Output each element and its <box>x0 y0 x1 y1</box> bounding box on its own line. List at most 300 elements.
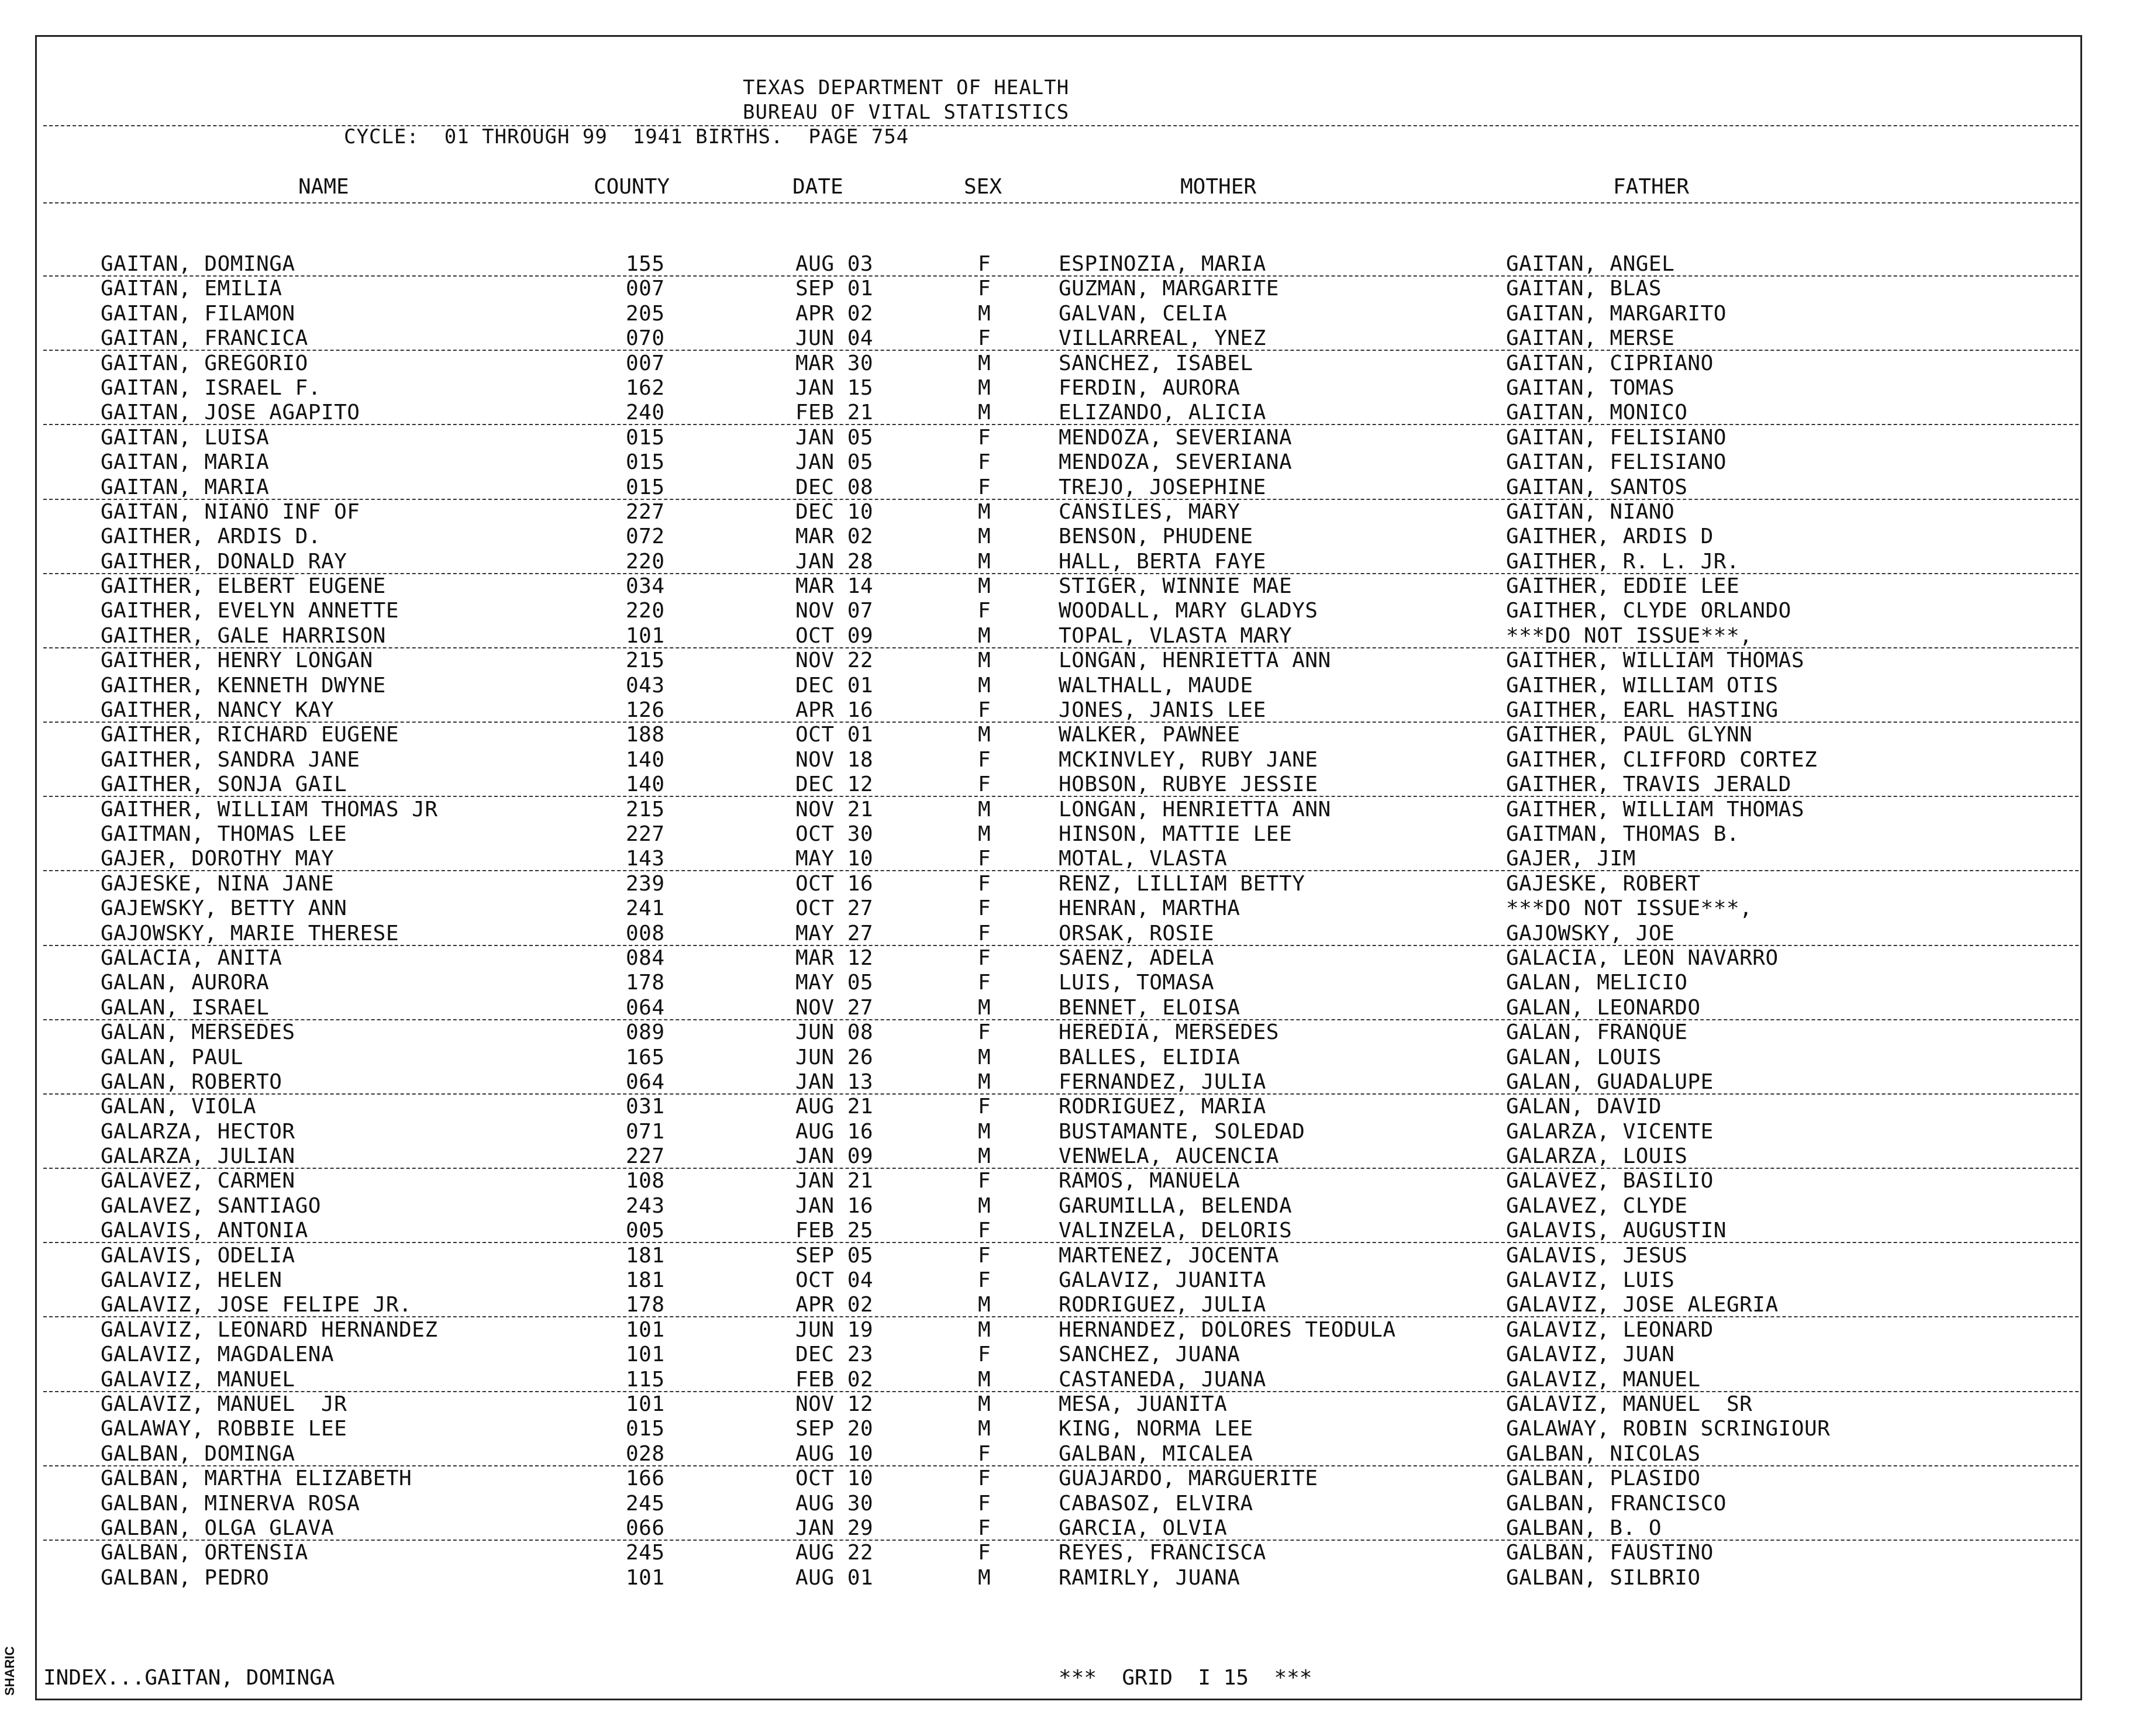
row-sex: M <box>978 375 991 400</box>
table-row <box>0 648 2133 672</box>
row-father: GAITMAN, THOMAS B. <box>1506 822 1740 846</box>
column-header-date: DATE <box>792 175 843 199</box>
row-county: 064 <box>626 1069 665 1094</box>
row-father: GALAWAY, ROBIN SCRINGIOUR <box>1506 1417 1831 1441</box>
row-sex: M <box>978 524 991 549</box>
row-father: GALBAN, FAUSTINO <box>1506 1541 1714 1565</box>
table-row <box>0 1045 2133 1069</box>
row-sex: M <box>978 1417 991 1441</box>
table-row <box>0 1119 2133 1144</box>
row-father: GALBAN, FRANCISCO <box>1506 1491 1727 1516</box>
row-name: GAITAN, EMILIA <box>101 277 282 301</box>
row-sex: F <box>978 1169 991 1193</box>
row-name: GALACIA, ANITA <box>101 945 282 970</box>
row-county: 070 <box>626 326 665 351</box>
row-county: 043 <box>626 673 665 698</box>
row-name: GAITHER, NANCY KAY <box>101 698 335 723</box>
row-date: FEB 02 <box>795 1367 874 1392</box>
table-row <box>0 1392 2133 1416</box>
header-divider <box>43 125 2079 126</box>
row-name: GAITHER, SANDRA JANE <box>101 747 360 772</box>
row-date: APR 02 <box>795 1293 874 1317</box>
row-county: 227 <box>626 499 665 524</box>
column-header-divider <box>43 202 2079 203</box>
column-header-sex: SEX <box>964 175 1002 199</box>
row-name: GALBAN, DOMINGA <box>101 1441 295 1466</box>
row-mother: HOBSON, RUBYE JESSIE <box>1059 772 1318 797</box>
row-father: GALARZA, VICENTE <box>1506 1119 1714 1144</box>
table-row <box>0 1416 2133 1441</box>
table-row <box>0 698 2133 722</box>
row-sex: F <box>978 1342 991 1367</box>
row-date: APR 16 <box>795 698 874 723</box>
row-sex: F <box>978 871 991 896</box>
row-sex: F <box>978 1516 991 1540</box>
row-father: GAITHER, PAUL GLYNN <box>1506 723 1753 747</box>
table-row <box>0 301 2133 326</box>
row-mother: FERNANDEZ, JULIA <box>1059 1069 1266 1094</box>
row-sex: M <box>978 1045 991 1069</box>
row-date: AUG 10 <box>795 1441 874 1466</box>
row-date: AUG 22 <box>795 1541 874 1565</box>
row-name: GALAN, VIOLA <box>101 1095 257 1119</box>
row-father: GALBAN, NICOLAS <box>1506 1441 1701 1466</box>
row-father: GALAVEZ, CLYDE <box>1506 1193 1688 1218</box>
row-name: GAJESKE, NINA JANE <box>101 871 335 896</box>
row-name: GALAN, ROBERTO <box>101 1069 282 1094</box>
row-sex: M <box>978 822 991 846</box>
row-father: GAITAN, TOMAS <box>1506 375 1675 400</box>
row-mother: JONES, JANIS LEE <box>1059 698 1266 723</box>
table-row <box>0 475 2133 499</box>
birth-records-table <box>0 251 2133 1590</box>
row-date: MAY 10 <box>795 847 874 871</box>
row-mother: GALBAN, MICALEA <box>1059 1441 1253 1466</box>
table-row <box>0 1168 2133 1193</box>
table-row <box>0 772 2133 796</box>
row-name: GAITAN, LUISA <box>101 425 270 450</box>
row-county: 028 <box>626 1441 665 1466</box>
row-mother: VILLARREAL, YNEZ <box>1059 326 1266 351</box>
row-father: GAITHER, EDDIE LEE <box>1506 574 1740 599</box>
row-father: GALAVIZ, LUIS <box>1506 1268 1675 1293</box>
table-row <box>0 970 2133 995</box>
row-date: AUG 16 <box>795 1119 874 1144</box>
row-mother: VENWELA, AUCENCIA <box>1059 1144 1279 1169</box>
row-father: ***DO NOT ISSUE***, <box>1506 896 1753 921</box>
row-name: GALBAN, ORTENSIA <box>101 1541 308 1565</box>
row-mother: SANCHEZ, JUANA <box>1059 1342 1240 1367</box>
table-row <box>0 1069 2133 1094</box>
row-name: GAITAN, GREGORIO <box>101 351 308 375</box>
row-sex: M <box>978 1317 991 1342</box>
row-father: GAITAN, MERSE <box>1506 326 1675 351</box>
row-date: JUN 08 <box>795 1020 874 1045</box>
row-mother: HERNANDEZ, DOLORES TEODULA <box>1059 1317 1396 1342</box>
column-header-mother: MOTHER <box>1180 175 1257 199</box>
row-date: MAR 12 <box>795 945 874 970</box>
row-sex: M <box>978 549 991 574</box>
column-header-county: COUNTY <box>594 175 670 199</box>
department-title: TEXAS DEPARTMENT OF HEALTH <box>743 76 1070 99</box>
row-mother: SANCHEZ, ISABEL <box>1059 351 1253 375</box>
row-date: JAN 16 <box>795 1193 874 1218</box>
row-date: FEB 21 <box>795 401 874 425</box>
index-footer: INDEX...GAITAN, DOMINGA <box>43 1666 335 1690</box>
row-date: JAN 05 <box>795 425 874 450</box>
row-county: 101 <box>626 1565 665 1590</box>
table-row <box>0 797 2133 822</box>
row-date: JAN 28 <box>795 549 874 574</box>
row-county: 101 <box>626 1392 665 1416</box>
table-row <box>0 524 2133 548</box>
row-county: 188 <box>626 723 665 747</box>
row-name: GALAVEZ, SANTIAGO <box>101 1193 321 1218</box>
table-row <box>0 1516 2133 1540</box>
row-name: GALAN, AURORA <box>101 971 270 995</box>
row-mother: STIGER, WINNIE MAE <box>1059 574 1293 599</box>
row-mother: MCKINVLEY, RUBY JANE <box>1059 747 1318 772</box>
table-row <box>0 425 2133 450</box>
row-county: 205 <box>626 301 665 326</box>
row-county: 181 <box>626 1243 665 1268</box>
row-sex: F <box>978 599 991 623</box>
row-father: GALBAN, SILBRIO <box>1506 1565 1701 1590</box>
row-father: GALAVIS, AUGUSTIN <box>1506 1219 1727 1243</box>
table-row <box>0 673 2133 698</box>
row-sex: F <box>978 1466 991 1491</box>
row-sex: M <box>978 574 991 599</box>
row-sex: F <box>978 971 991 995</box>
row-mother: BUSTAMANTE, SOLEDAD <box>1059 1119 1305 1144</box>
row-county: 245 <box>626 1541 665 1565</box>
row-county: 220 <box>626 549 665 574</box>
row-county: 108 <box>626 1169 665 1193</box>
row-father: GAITHER, R. L. JR. <box>1506 549 1740 574</box>
row-date: NOV 12 <box>795 1392 874 1416</box>
row-sex: F <box>978 475 991 499</box>
row-sex: F <box>978 450 991 475</box>
table-row <box>0 896 2133 920</box>
row-mother: MOTAL, VLASTA <box>1059 847 1228 871</box>
row-sex: F <box>978 252 991 276</box>
row-date: AUG 01 <box>795 1565 874 1590</box>
table-row <box>0 574 2133 598</box>
row-county: 072 <box>626 524 665 549</box>
table-row <box>0 1342 2133 1366</box>
table-row <box>0 598 2133 623</box>
row-county: 178 <box>626 1293 665 1317</box>
row-county: 140 <box>626 772 665 797</box>
row-father: GALAVEZ, BASILIO <box>1506 1169 1714 1193</box>
row-name: GAITHER, KENNETH DWYNE <box>101 673 386 698</box>
row-sex: F <box>978 1219 991 1243</box>
row-father: GAJESKE, ROBERT <box>1506 871 1701 896</box>
table-row <box>0 995 2133 1020</box>
row-county: 140 <box>626 747 665 772</box>
row-date: JUN 26 <box>795 1045 874 1069</box>
table-row <box>0 1193 2133 1218</box>
row-mother: FERDIN, AURORA <box>1059 375 1240 400</box>
row-mother: GALVAN, CELIA <box>1059 301 1228 326</box>
row-mother: TOPAL, VLASTA MARY <box>1059 623 1293 648</box>
row-date: OCT 27 <box>795 896 874 921</box>
table-row <box>0 1491 2133 1516</box>
row-mother: WALTHALL, MAUDE <box>1059 673 1253 698</box>
row-father: GAITAN, NIANO <box>1506 499 1675 524</box>
row-name: GALARZA, HECTOR <box>101 1119 295 1144</box>
row-mother: ESPINOZIA, MARIA <box>1059 252 1266 276</box>
row-sex: F <box>978 1491 991 1516</box>
row-date: SEP 20 <box>795 1417 874 1441</box>
row-date: MAY 27 <box>795 921 874 945</box>
row-name: GAITAN, MARIA <box>101 475 270 499</box>
row-father: GAITHER, CLIFFORD CORTEZ <box>1506 747 1818 772</box>
row-father: GAITHER, WILLIAM OTIS <box>1506 673 1779 698</box>
row-sex: M <box>978 797 991 822</box>
row-sex: M <box>978 723 991 747</box>
table-row <box>0 722 2133 747</box>
row-name: GALAN, PAUL <box>101 1045 243 1069</box>
row-mother: GUAJARDO, MARGUERITE <box>1059 1466 1318 1491</box>
table-row <box>0 276 2133 301</box>
table-row <box>0 1218 2133 1243</box>
row-date: AUG 30 <box>795 1491 874 1516</box>
row-father: GALAVIZ, JUAN <box>1506 1342 1675 1367</box>
row-county: 243 <box>626 1193 665 1218</box>
row-date: OCT 09 <box>795 623 874 648</box>
row-date: OCT 01 <box>795 723 874 747</box>
row-sex: F <box>978 747 991 772</box>
row-name: GAITAN, JOSE AGAPITO <box>101 401 360 425</box>
row-name: GALAVIZ, MANUEL <box>101 1367 295 1392</box>
row-date: MAR 02 <box>795 524 874 549</box>
row-mother: KING, NORMA LEE <box>1059 1417 1253 1441</box>
row-name: GAITAN, FRANCICA <box>101 326 308 351</box>
row-county: 215 <box>626 797 665 822</box>
row-name: GAITAN, FILAMON <box>101 301 295 326</box>
row-mother: SAENZ, ADELA <box>1059 945 1215 970</box>
table-row <box>0 251 2133 276</box>
row-father: GALAVIZ, JOSE ALEGRIA <box>1506 1293 1779 1317</box>
row-county: 126 <box>626 698 665 723</box>
row-county: 071 <box>626 1119 665 1144</box>
row-mother: RAMOS, MANUELA <box>1059 1169 1240 1193</box>
row-sex: F <box>978 698 991 723</box>
row-name: GALBAN, OLGA GLAVA <box>101 1516 335 1540</box>
row-county: 015 <box>626 1417 665 1441</box>
row-county: 115 <box>626 1367 665 1392</box>
table-row <box>0 623 2133 648</box>
row-father: GAITHER, WILLIAM THOMAS <box>1506 648 1804 673</box>
row-county: 215 <box>626 648 665 673</box>
row-name: GAITHER, HENRY LONGAN <box>101 648 373 673</box>
row-mother: WALKER, PAWNEE <box>1059 723 1240 747</box>
row-name: GAITHER, DONALD RAY <box>101 549 347 574</box>
row-mother: RODRIGUEZ, JULIA <box>1059 1293 1266 1317</box>
table-row <box>0 1094 2133 1119</box>
row-date: JUN 19 <box>795 1317 874 1342</box>
row-date: JAN 15 <box>795 375 874 400</box>
row-name: GALAVIS, ANTONIA <box>101 1219 308 1243</box>
row-father: GALBAN, B. O <box>1506 1516 1662 1540</box>
row-mother: HINSON, MATTIE LEE <box>1059 822 1293 846</box>
row-county: 064 <box>626 995 665 1020</box>
row-mother: BENNET, ELOISA <box>1059 995 1240 1020</box>
row-name: GAJER, DOROTHY MAY <box>101 847 335 871</box>
row-mother: CABASOZ, ELVIRA <box>1059 1491 1253 1516</box>
row-county: 034 <box>626 574 665 599</box>
row-sex: F <box>978 945 991 970</box>
row-sex: F <box>978 847 991 871</box>
row-name: GAITHER, RICHARD EUGENE <box>101 723 399 747</box>
row-mother: CASTANEDA, JUANA <box>1059 1367 1266 1392</box>
table-row <box>0 1144 2133 1168</box>
row-date: DEC 12 <box>795 772 874 797</box>
row-name: GALAVIS, ODELIA <box>101 1243 295 1268</box>
row-father: GAITAN, FELISIANO <box>1506 450 1727 475</box>
row-father: GALAVIZ, LEONARD <box>1506 1317 1714 1342</box>
row-name: GAITHER, GALE HARRISON <box>101 623 386 648</box>
row-name: GAITHER, SONJA GAIL <box>101 772 347 797</box>
row-date: DEC 23 <box>795 1342 874 1367</box>
row-father: GAITHER, CLYDE ORLANDO <box>1506 599 1791 623</box>
row-name: GALARZA, JULIAN <box>101 1144 295 1169</box>
row-county: 089 <box>626 1020 665 1045</box>
row-date: NOV 07 <box>795 599 874 623</box>
row-county: 101 <box>626 1342 665 1367</box>
row-county: 178 <box>626 971 665 995</box>
row-name: GALAVIZ, MAGDALENA <box>101 1342 335 1367</box>
cycle-line: CYCLE: 01 THROUGH 99 1941 BIRTHS. PAGE 754 <box>344 125 909 149</box>
row-mother: GARUMILLA, BELENDA <box>1059 1193 1293 1218</box>
row-name: GALAVEZ, CARMEN <box>101 1169 295 1193</box>
row-sex: M <box>978 648 991 673</box>
table-row <box>0 1466 2133 1490</box>
row-father: GAITAN, BLAS <box>1506 277 1662 301</box>
row-county: 220 <box>626 599 665 623</box>
row-name: GAITAN, ISRAEL F. <box>101 375 321 400</box>
row-mother: ORSAK, ROSIE <box>1059 921 1215 945</box>
row-county: 155 <box>626 252 665 276</box>
row-father: GALBAN, PLASIDO <box>1506 1466 1701 1491</box>
row-name: GAITAN, MARIA <box>101 450 270 475</box>
row-mother: BALLES, ELIDIA <box>1059 1045 1240 1069</box>
row-county: 227 <box>626 822 665 846</box>
row-sex: F <box>978 1441 991 1466</box>
row-sex: M <box>978 1069 991 1094</box>
row-name: GAITHER, ELBERT EUGENE <box>101 574 386 599</box>
row-date: DEC 08 <box>795 475 874 499</box>
row-date: MAY 05 <box>795 971 874 995</box>
row-mother: LUIS, TOMASA <box>1059 971 1215 995</box>
row-sex: M <box>978 673 991 698</box>
row-father: GALAN, LEONARDO <box>1506 995 1701 1020</box>
row-name: GAITMAN, THOMAS LEE <box>101 822 347 846</box>
row-county: 007 <box>626 351 665 375</box>
row-sex: F <box>978 1095 991 1119</box>
row-mother: MARTENEZ, JOCENTA <box>1059 1243 1279 1268</box>
row-sex: M <box>978 995 991 1020</box>
row-date: NOV 27 <box>795 995 874 1020</box>
row-father: GAITAN, CIPRIANO <box>1506 351 1714 375</box>
row-name: GAJEWSKY, BETTY ANN <box>101 896 347 921</box>
row-father: GALAN, DAVID <box>1506 1095 1662 1119</box>
row-father: GAITHER, WILLIAM THOMAS <box>1506 797 1804 822</box>
row-father: GAJER, JIM <box>1506 847 1636 871</box>
table-row <box>0 945 2133 970</box>
row-name: GALBAN, PEDRO <box>101 1565 270 1590</box>
row-county: 008 <box>626 921 665 945</box>
row-father: GAITAN, MONICO <box>1506 401 1688 425</box>
row-father: GAITAN, ANGEL <box>1506 252 1675 276</box>
row-father: GALAN, MELICIO <box>1506 971 1688 995</box>
row-sex: F <box>978 1541 991 1565</box>
row-date: JAN 29 <box>795 1516 874 1540</box>
table-row <box>0 1441 2133 1466</box>
row-date: NOV 21 <box>795 797 874 822</box>
row-county: 015 <box>626 475 665 499</box>
row-date: OCT 16 <box>795 871 874 896</box>
row-mother: CANSILES, MARY <box>1059 499 1240 524</box>
row-mother: BENSON, PHUDENE <box>1059 524 1253 549</box>
row-sex: M <box>978 1144 991 1169</box>
bureau-title: BUREAU OF VITAL STATISTICS <box>743 101 1070 124</box>
row-name: GALAN, MERSEDES <box>101 1020 295 1045</box>
row-date: NOV 18 <box>795 747 874 772</box>
row-county: 245 <box>626 1491 665 1516</box>
row-sex: F <box>978 326 991 351</box>
row-date: MAR 14 <box>795 574 874 599</box>
row-county: 007 <box>626 277 665 301</box>
row-name: GALBAN, MINERVA ROSA <box>101 1491 360 1516</box>
table-row <box>0 921 2133 945</box>
row-name: GAJOWSKY, MARIE THERESE <box>101 921 399 945</box>
row-county: 066 <box>626 1516 665 1540</box>
table-row <box>0 1540 2133 1565</box>
row-sex: F <box>978 896 991 921</box>
table-row <box>0 1292 2133 1317</box>
row-sex: F <box>978 1268 991 1293</box>
row-county: 181 <box>626 1268 665 1293</box>
row-county: 101 <box>626 1317 665 1342</box>
row-date: OCT 10 <box>795 1466 874 1491</box>
row-county: 101 <box>626 623 665 648</box>
row-county: 143 <box>626 847 665 871</box>
row-mother: RENZ, LILLIAM BETTY <box>1059 871 1305 896</box>
row-father: GAITAN, MARGARITO <box>1506 301 1727 326</box>
table-row <box>0 400 2133 424</box>
row-mother: RODRIGUEZ, MARIA <box>1059 1095 1266 1119</box>
row-father: GALACIA, LEON NAVARRO <box>1506 945 1779 970</box>
row-mother: MENDOZA, SEVERIANA <box>1059 450 1293 475</box>
row-name: GALAVIZ, LEONARD HERNANDEZ <box>101 1317 438 1342</box>
table-row <box>0 499 2133 524</box>
row-sex: F <box>978 1020 991 1045</box>
row-father: GAJOWSKY, JOE <box>1506 921 1675 945</box>
row-date: JUN 04 <box>795 326 874 351</box>
row-sex: F <box>978 277 991 301</box>
table-row <box>0 747 2133 772</box>
row-county: 015 <box>626 450 665 475</box>
row-date: SEP 05 <box>795 1243 874 1268</box>
row-father: GALAVIZ, MANUEL SR <box>1506 1392 1753 1416</box>
row-sex: F <box>978 425 991 450</box>
row-mother: MESA, JUANITA <box>1059 1392 1228 1416</box>
row-sex: M <box>978 1565 991 1590</box>
row-father: GAITHER, TRAVIS JERALD <box>1506 772 1791 797</box>
row-date: JAN 09 <box>795 1144 874 1169</box>
